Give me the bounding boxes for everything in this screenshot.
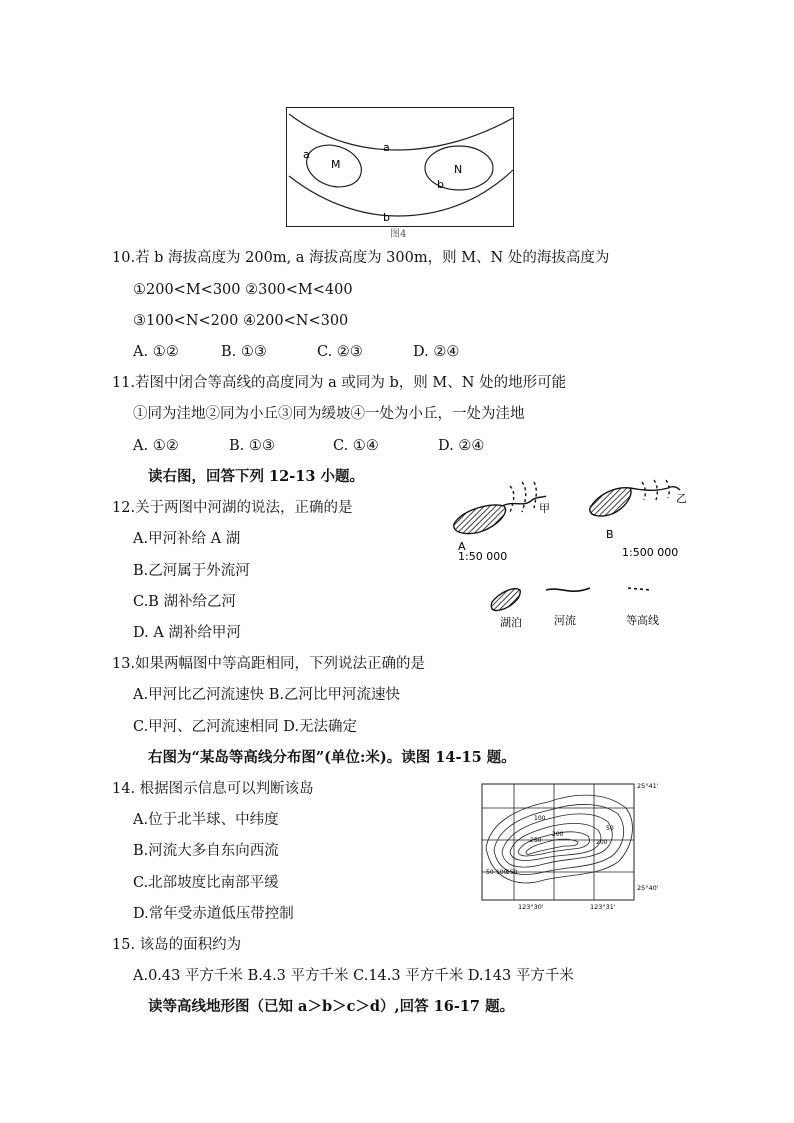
- q15-options: A.0.43 平方千米 B.4.3 平方千米 C.14.3 平方千米 D.143 平方千米: [133, 968, 574, 984]
- q11-choice-a: A. ①②: [133, 438, 179, 454]
- river-lake-figure-svg: [450, 472, 690, 632]
- contour-label-150: 150: [506, 869, 518, 876]
- contour-line-a: [289, 114, 513, 150]
- label-N: N: [454, 163, 463, 176]
- q14-option-b: B.河流大多自东向西流: [133, 843, 279, 859]
- q12-option-a: A.甲河补给 A 湖: [133, 531, 241, 547]
- instruction-16-17: 读等高线地形图（已知 a＞b＞c＞d）,回答 16-17 题。: [148, 998, 515, 1015]
- q11-choice-d: D. ②④: [438, 438, 485, 454]
- label-a-left: a: [303, 148, 310, 161]
- contour-label-200-right: 200: [596, 839, 608, 846]
- q12-stem: 12.关于两图中河湖的说法，正确的是: [112, 500, 353, 516]
- q14-stem: 14. 根据图示信息可以判断该岛: [112, 781, 314, 797]
- label-a-top: a: [383, 141, 390, 154]
- contour-label-250: 250: [530, 837, 542, 844]
- q11-choice-b: B. ①③: [229, 438, 275, 454]
- q11-choice-c: C. ①④: [333, 438, 379, 454]
- river-yi-label: 乙: [676, 492, 687, 505]
- contour-label-100-top: 100: [534, 815, 546, 822]
- instruction-14-15: 右图为“某岛等高线分布图”(单位:米)。读图 14-15 题。: [148, 749, 516, 766]
- q10-options-2: ③100<N<200 ④200<N<300: [133, 313, 349, 329]
- q11-stem: 11.若图中闭合等高线的高度同为 a 或同为 b，则 M、N 处的地形可能: [112, 375, 567, 391]
- contour-label-200: 200: [552, 831, 564, 838]
- lon-right: 123°31': [590, 903, 616, 911]
- legend-contour-label: 等高线: [626, 614, 659, 627]
- q13-stem: 13.如果两幅图中等高距相同，下列说法正确的是: [112, 656, 426, 672]
- q15-stem: 15. 该岛的面积约为: [112, 937, 242, 953]
- q10-options-1: ①200<M<300 ②300<M<400: [133, 282, 353, 298]
- island-contour-map-svg: [478, 778, 668, 914]
- label-b-right: b: [437, 178, 444, 191]
- q13-options-1: A.甲河比乙河流速快 B.乙河比甲河流速快: [133, 687, 400, 703]
- q11-options: ①同为洼地②同为小丘③同为缓坡④一处为小丘，一处为洼地: [133, 406, 525, 422]
- legend-river-label: 河流: [554, 614, 576, 627]
- q10-choice-b: B. ①③: [221, 344, 267, 360]
- instruction-12-13: 读右图，回答下列 12-13 小题。: [148, 468, 364, 485]
- q14-option-a: A.位于北半球、中纬度: [133, 812, 279, 828]
- q14-option-d: D.常年受赤道低压带控制: [133, 906, 294, 922]
- label-M: M: [331, 158, 341, 171]
- q12-option-c: C.B 湖补给乙河: [133, 594, 236, 610]
- lat-bottom: 25°40': [637, 884, 659, 892]
- contour-figure-1-svg: [287, 108, 513, 225]
- lake-b-label: B: [606, 528, 614, 541]
- label-b-bottom: b: [383, 211, 390, 224]
- island-contour-map: [478, 778, 668, 914]
- lake-a-label: A: [458, 540, 466, 553]
- scale-a: 1:50 000: [458, 550, 508, 563]
- contour-label-100-left: 100: [496, 869, 508, 876]
- q10-choice-c: C. ②③: [317, 344, 363, 360]
- q12-option-d: D. A 湖补给甲河: [133, 625, 241, 641]
- lon-left: 123°30': [518, 903, 544, 911]
- q10-choice-d: D. ②④: [413, 344, 460, 360]
- contour-figure-1: [286, 107, 514, 227]
- q10-stem: 10.若 b 海拔高度为 200m, a 海拔高度为 300m，则 M、N 处的海拔高度为: [112, 250, 610, 266]
- river-lake-figure: [450, 472, 690, 632]
- q13-options-2: C.甲河、乙河流速相同 D.无法确定: [133, 719, 358, 735]
- contour-line-b: [289, 170, 513, 216]
- contour-label-50-right: 50: [606, 825, 614, 832]
- q10-choice-a: A. ①②: [133, 344, 179, 360]
- q12-option-b: B.乙河属于外流河: [133, 563, 250, 579]
- q14-option-c: C.北部坡度比南部平缓: [133, 875, 279, 891]
- contour-label-50-left: 50: [486, 869, 494, 876]
- legend-lake-label: 湖泊: [500, 616, 522, 629]
- figure-1-caption: 图4: [390, 229, 407, 240]
- scale-b: 1:500 000: [622, 546, 679, 559]
- lat-top: 25°41': [637, 782, 659, 790]
- river-jia-label: 甲: [539, 502, 550, 515]
